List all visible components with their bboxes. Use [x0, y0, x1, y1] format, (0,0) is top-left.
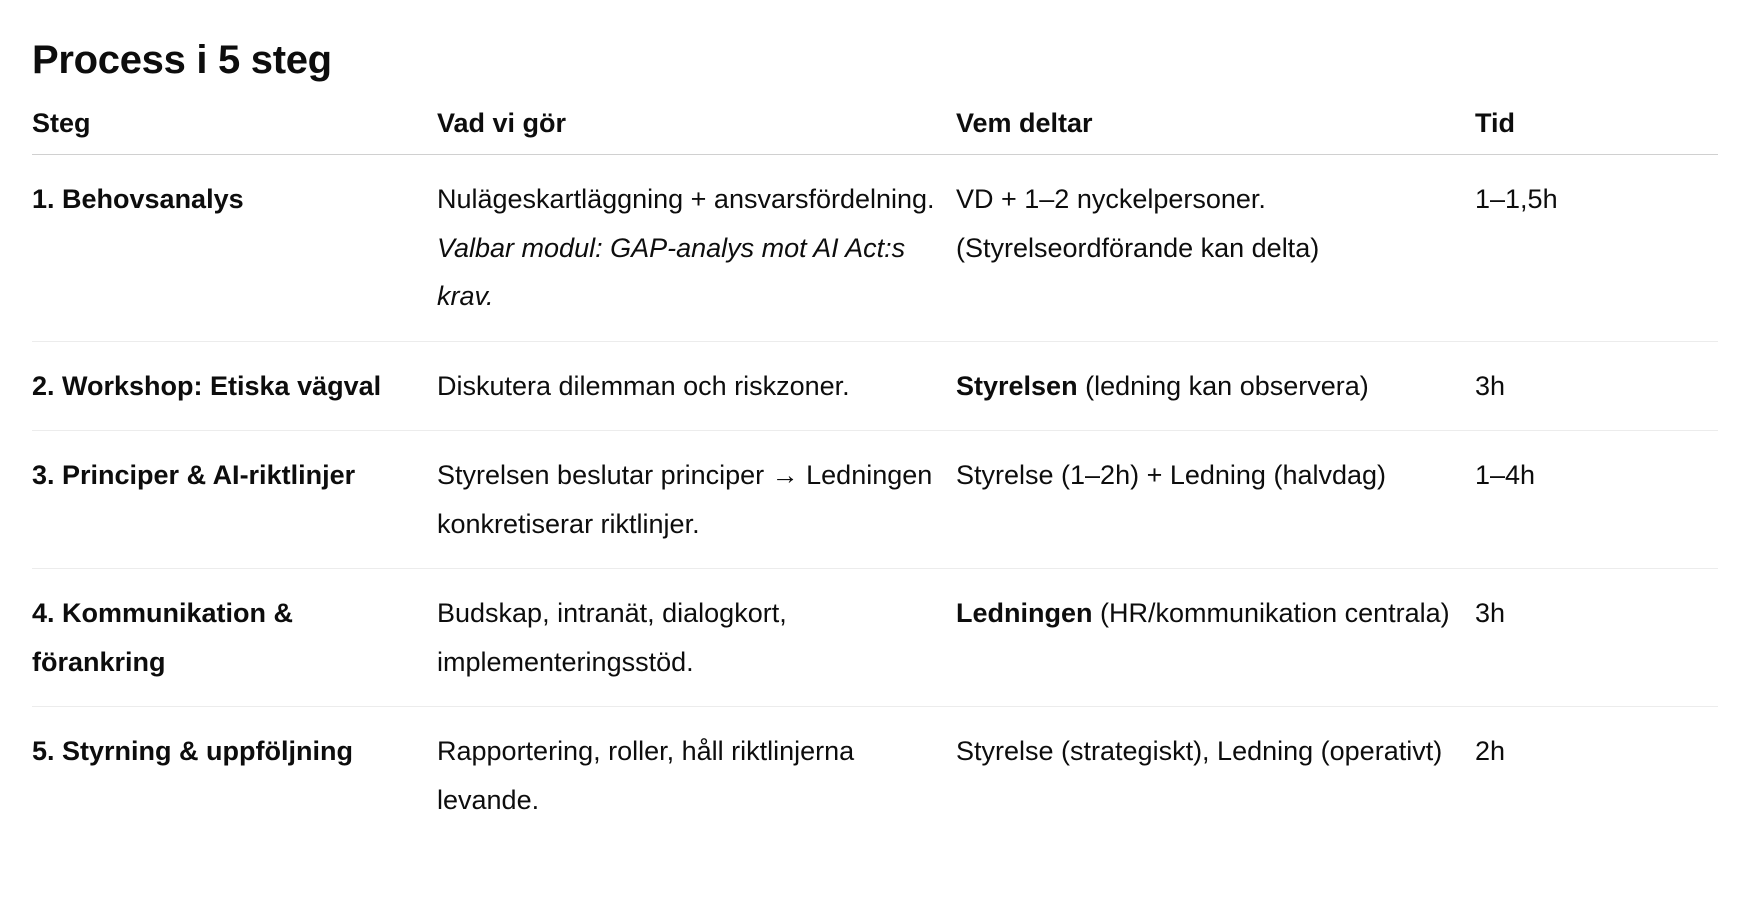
participants-text: Styrelse (1–2h) + Ledning (halvdag)	[956, 460, 1387, 490]
activity-text: Styrelsen beslutar principer → Ledningen konkretiserar riktlinjer.	[437, 460, 933, 539]
participants-text: Styrelse (strategiskt), Ledning (operativt)	[956, 736, 1443, 766]
table-row	[32, 707, 1718, 845]
activity-optional-module: Valbar modul: GAP-analys mot AI Act:s krav.	[437, 232, 906, 311]
process-table	[32, 106, 1718, 844]
activity-cell	[437, 431, 956, 569]
time-cell: 3h	[1475, 569, 1718, 707]
column-header-vem: Vem deltar	[956, 106, 1475, 155]
column-header-steg: Steg	[32, 106, 437, 155]
activity-text: Rapportering, roller, håll riktlinjerna levande.	[437, 736, 855, 815]
participants-emphasis: Ledningen	[956, 598, 1093, 628]
participants-text: (ledning kan observera)	[1085, 370, 1369, 401]
step-cell: 3. Principer & AI-riktlinjer	[32, 431, 437, 569]
activity-cell	[437, 707, 956, 845]
step-cell: 1. Behovsanalys	[32, 155, 437, 342]
participants-cell	[956, 155, 1475, 342]
time-cell: 3h	[1475, 341, 1718, 431]
activity-text: Nulägeskartläggning + ansvarsfördelning.	[437, 184, 935, 214]
table-header-row	[32, 106, 1718, 155]
step-cell: 4. Kommunikation & förankring	[32, 569, 437, 707]
participants-emphasis: Styrelsen	[956, 370, 1078, 401]
participants-text: VD + 1–2 nyckelpersoner. (Styrelseordförande kan delta)	[956, 184, 1320, 263]
table-row	[32, 431, 1718, 569]
section-title: Process i 5 steg	[32, 38, 332, 82]
step-cell: 2. Workshop: Etiska vägval	[32, 341, 437, 431]
time-cell: 1–4h	[1475, 431, 1718, 569]
column-header-tid: Tid	[1475, 106, 1718, 155]
participants-text: (HR/kommunikation centrala)	[1100, 598, 1450, 628]
activity-cell	[437, 569, 956, 707]
table-row	[32, 341, 1718, 431]
step-cell: 5. Styrning & uppföljning	[32, 736, 353, 766]
time-cell: 1–1,5h	[1475, 155, 1718, 342]
activity-text: Budskap, intranät, dialogkort, implementeringsstöd.	[437, 598, 787, 677]
activity-cell	[437, 155, 956, 342]
column-header-vad: Vad vi gör	[437, 106, 956, 155]
table-row	[32, 155, 1718, 342]
activity-cell	[437, 341, 956, 431]
activity-text: Diskutera dilemman och riskzoner.	[437, 370, 850, 401]
time-cell: 2h	[1475, 736, 1506, 766]
participants-cell	[956, 707, 1475, 845]
table-row	[32, 569, 1718, 707]
participants-cell	[956, 569, 1475, 707]
participants-cell	[956, 431, 1475, 569]
participants-cell	[956, 341, 1475, 431]
